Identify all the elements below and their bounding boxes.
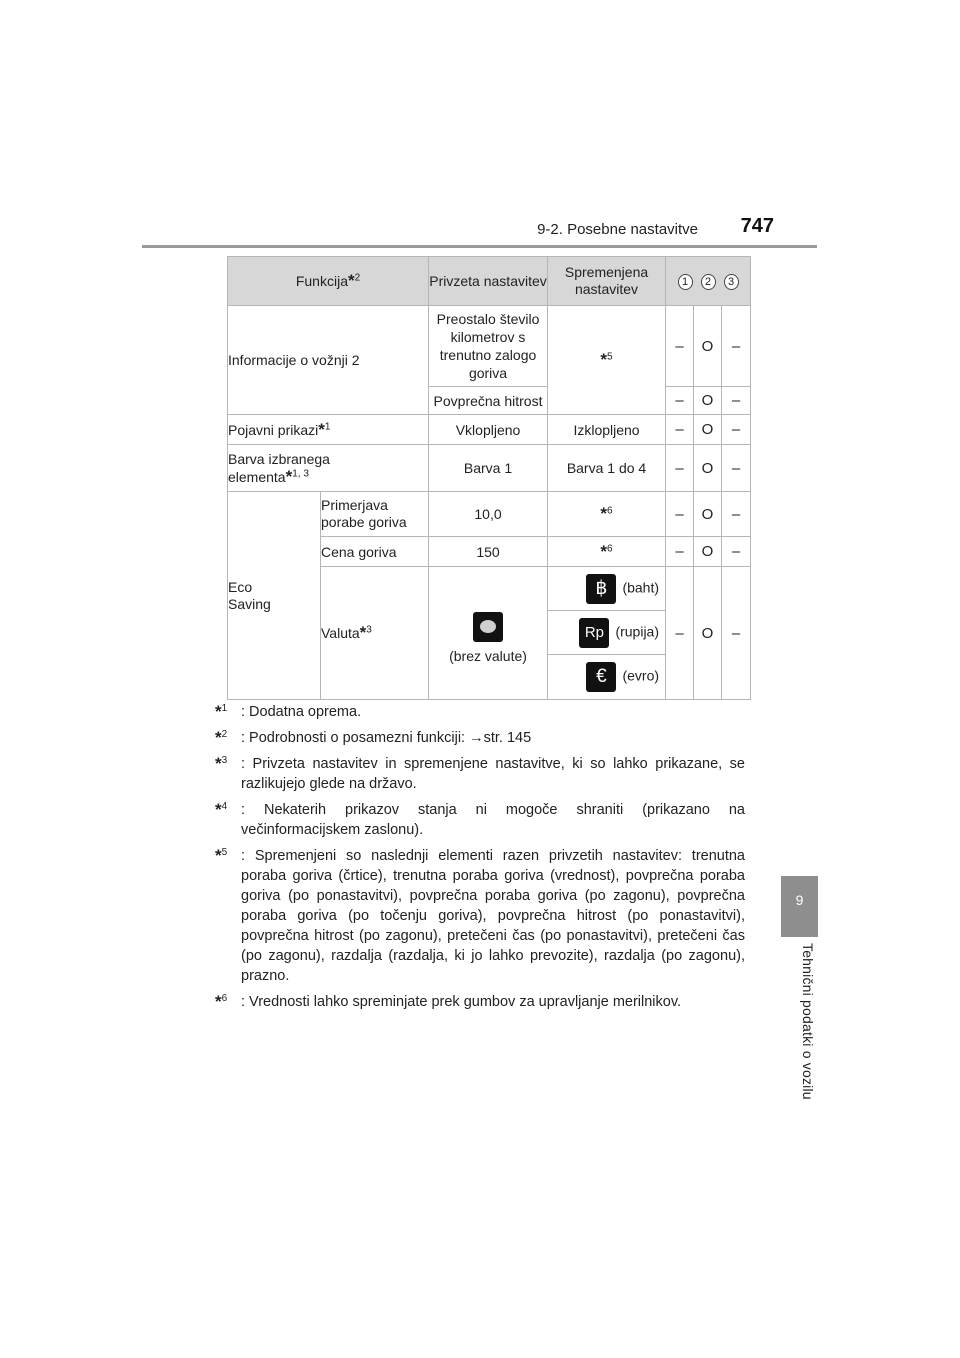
rupiah-icon: Rp: [579, 618, 609, 648]
no-currency-label: (brez valute): [449, 648, 527, 664]
footnote: *$^3$ : Privzeta nastavitev in spremenjene nastavitve, ki so lahko prikazane, se razlikujejo glede na državo.: [215, 754, 745, 792]
sub-label-price: Cena goriva: [321, 537, 429, 567]
cell-custom: *$^6$: [548, 492, 666, 537]
cell-custom: Izklopljeno: [548, 415, 666, 445]
cell-default: Povprečna hitrost: [429, 387, 548, 415]
column-1-marker: 1: [678, 274, 693, 290]
section-title: 9-2. Posebne nastavitve: [537, 221, 698, 238]
cell-custom: Barva 1 do 4: [548, 445, 666, 492]
cell-col3: –: [722, 492, 751, 537]
footnote: *$^5$ : Spremenjeni so naslednji elementi razen privzetih nastavitev: trenutna poraba goriva (črtice), trenutna poraba goriva (vrednost), povprečna poraba goriva (po ponastavitvi), povprečna poraba goriva (po zagonu), povprečna poraba goriva (po točenju goriva), povprečna hitrost (po ponastavitvi), povprečna hitrost (po zagonu), pretečeni čas (po ponastavitvi), pretečeni čas (po zagonu), razdalja (razdalja, ki jo lahko prevozite), razdalja (po zagonu), prazno.: [215, 846, 745, 984]
cell-default: 150: [429, 537, 548, 567]
column-3-marker: 3: [724, 274, 739, 290]
currency-option: Rp (rupija): [548, 611, 666, 655]
footnote: *$^6$ : Vrednosti lahko spreminjate prek gumbov za upravljanje merilnikov.: [215, 992, 682, 1011]
cell-col1: –: [666, 445, 694, 492]
currency-option: € (evro): [548, 655, 666, 700]
row-label-color: Barva izbranega elementa*$^{1, 3}$: [228, 445, 429, 492]
row-label-trip2: Informacije o vožnji 2: [228, 306, 429, 415]
header-rule: [142, 245, 817, 248]
cell-col2: O: [694, 415, 722, 445]
header-default: Privzeta nastavitev: [429, 257, 548, 306]
cell-default: Vklopljeno: [429, 415, 548, 445]
cell-col2: O: [694, 306, 722, 387]
table-row: [228, 445, 751, 492]
cell-default: 10,0: [429, 492, 548, 537]
cell-col2: O: [694, 492, 722, 537]
table-row: [228, 415, 751, 445]
cell-default: Barva 1: [429, 445, 548, 492]
currency-option: ฿ (baht): [548, 567, 666, 611]
euro-icon: €: [586, 662, 616, 692]
cell-col2: O: [694, 387, 722, 415]
cell-col1: –: [666, 537, 694, 567]
cell-col1: –: [666, 567, 694, 700]
settings-table: [227, 256, 751, 700]
cell-col1: –: [666, 306, 694, 387]
chapter-number: 9: [795, 892, 804, 908]
cell-col1: –: [666, 492, 694, 537]
table-row: [228, 492, 751, 537]
sub-label-consumption: Primerjava porabe goriva: [321, 492, 429, 537]
cell-col2: O: [694, 567, 722, 700]
footnotes: [215, 702, 745, 1018]
header-columns: [666, 257, 751, 306]
table-row: [228, 306, 751, 387]
cell-custom: *$^5$: [548, 306, 666, 415]
cell-col1: –: [666, 415, 694, 445]
page-number: 747: [740, 215, 774, 237]
chapter-tab: [781, 876, 818, 937]
cell-col3: –: [722, 306, 751, 387]
row-label-popup: Pojavni prikazi*$^1$: [228, 415, 429, 445]
row-label-eco: Eco Saving: [228, 492, 321, 700]
no-currency-icon: [473, 612, 503, 642]
cell-col2: O: [694, 445, 722, 492]
header-function: Funkcija*$^2$: [228, 257, 429, 306]
footnote: *$^2$ : Podrobnosti o posamezni funkciji: →str. 145: [215, 728, 532, 747]
cell-col3: –: [722, 415, 751, 445]
footnote: *$^4$ : Nekaterih prikazov stanja ni mogoče shraniti (prikazano na večinformacijskem zaslonu).: [215, 800, 745, 838]
cell-custom: *$^6$: [548, 537, 666, 567]
cell-col3: –: [722, 537, 751, 567]
cell-col3: –: [722, 387, 751, 415]
baht-icon: ฿: [586, 574, 616, 604]
cell-default-currency: [429, 567, 548, 700]
column-2-marker: 2: [701, 274, 716, 290]
cell-col3: –: [722, 567, 751, 700]
cell-default: Preostalo število kilometrov s trenutno zalogo goriva: [429, 306, 548, 387]
header-custom: Spremenjena nastavitev: [548, 257, 666, 306]
footnote: *$^1$ : Dodatna oprema.: [215, 702, 362, 721]
cell-col3: –: [722, 445, 751, 492]
cell-col1: –: [666, 387, 694, 415]
chapter-label: Tehnični podatki o vozilu: [800, 943, 816, 1100]
cell-col2: O: [694, 537, 722, 567]
sub-label-currency: Valuta*$^3$: [321, 567, 429, 700]
table-header-row: [228, 257, 751, 306]
